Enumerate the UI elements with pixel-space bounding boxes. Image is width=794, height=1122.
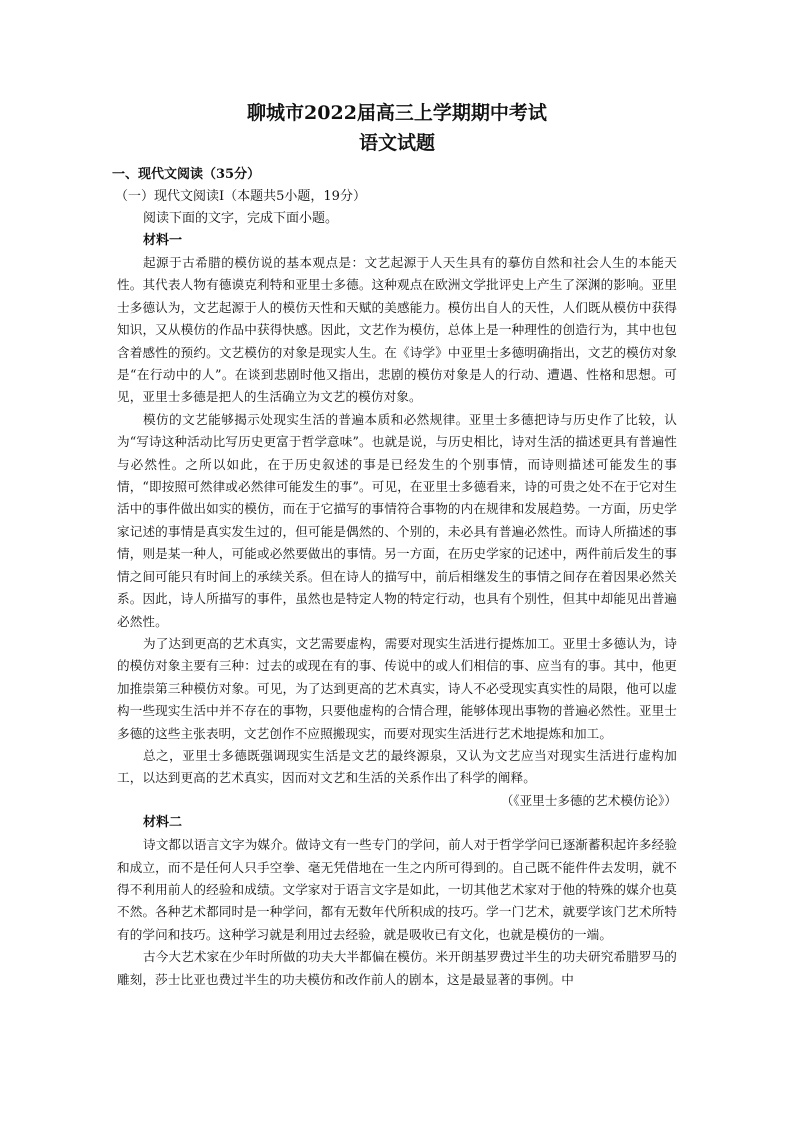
- material-one-label: 材料一: [143, 233, 183, 248]
- exam-subtitle: 语文试题: [358, 132, 435, 154]
- reading-instruction: 阅读下面的文字，完成下面小题。: [143, 211, 339, 226]
- exam-title: 聊城市2022届高三上学期期中考试: [247, 102, 547, 124]
- material-one-paragraph: 起源于古希腊的模仿说的基本观点是：文艺起源于人天生具有的摹仿自然和社会人生的本能天性。其代表人物有德谟克利特和亚里士多德。这种观点在欧洲文学批评史上产生了深渊的影响。亚里士多德认为，文艺起源于人的模仿天性和天赋的美感能力。模仿出自人的天性，人们既从模仿中获得知识，又从模仿的作品中获得快感。因此，文艺作为模仿，总体上是一种理性的创造行为，其中也包含着感性的预约。文艺模仿的对象是现实人生。在《诗学》中亚里士多德明确指出，文艺的模仿对象是“在行动中的人”。在谈到悲剧时他又指出，悲剧的模仿对象是人的行动、遭遇、性格和思想。可见，亚里士多德是把人的生活确立为文艺的模仿对象。: [117, 255, 677, 405]
- section-heading: 一、现代文阅读（35分）: [112, 167, 261, 182]
- material-one-paragraph: 总之，亚里士多德既强调现实生活是文艺的最终源泉，又认为文艺应当对现实生活进行虚构加工，以达到更高的艺术真实，因而对文艺和生活的关系作出了科学的阐释。: [117, 747, 677, 786]
- material-two-paragraph: 古今大艺术家在少年时所做的功夫大半都偏在模仿。米开朗基罗费过半生的功夫研究希腊罗马的雕刻，莎士比亚也费过半生的功夫模仿和改作前人的剧本，这是最显著的事例。中: [117, 949, 677, 987]
- material-one-source: （《亚里士多德的艺术模仿论》）: [500, 792, 677, 808]
- material-two-label: 材料二: [143, 815, 183, 831]
- exam-page: [112, 100, 677, 991]
- material-one-paragraph: 模仿的文艺能够揭示处现实生活的普遍本质和必然规律。亚里士多德把诗与历史作了比较，认为“写诗这种活动比写历史更富于哲学意味”。也就是说，与历史相比，诗对生活的描述更具有普遍性与必然性。之所以如此，在于历史叙述的事是已经发生的个别事情，而诗则描述可能发生的事情，“即按照可然律或必然律可能发生的事”。可见，在亚里士多德看来，诗的可贵之处不在于它对生活中的事件做出如实的模仿，而在于它描写的事情符合事物的内在规律和发展趋势。一方面，历史学家记述的事情是真实发生过的，但可能是偶然的、个别的，未必具有普遍必然性。而诗人所描述的事情，则是某一种人，可能或必然要做出的事情。另一方面，在历史学家的记述中，两件前后发生的事情之间可能只有时间上的承续关系。但在诗人的描写中，前后相继发生的事情之间存在着因果必然关系。因此，诗人所描写的事件，虽然也是特定人物的特定行动，也具有个别性，但其中却能见出普遍必然性。: [117, 411, 677, 629]
- material-two-paragraph: 诗文都以语言文字为媒介。做诗文有一些专门的学问，前人对于哲学学问已逐渐蓄积起许多经验和成立，而不是任何人只手空拳、毫无凭借地在一生之内所可得到的。自己既不能件件去发明，就不得不利用前人的经验和成绩。文学家对于语言文字是如此，一切其他艺术家对于他的特殊的媒介也莫不然。各种艺术都同时是一种学问，都有无数年代所积成的技巧。学一门艺术，就要学该门艺术所特有的学问和技巧。这种学习就是利用过去经验，就是吸收已有文化，也就是模仿的一端。: [117, 837, 677, 942]
- material-one-paragraph: 为了达到更高的艺术真实，文艺需要虚构，需要对现实生活进行提炼加工。亚里士多德认为，诗的模仿对象主要有三种：过去的或现在有的事、传说中的或人们相信的事、应当有的事。其中，他更加推崇第三种模仿对象。可见，为了达到更高的艺术真实，诗人不必受现实真实性的局限，他可以虚构一些现实生活中并不存在的事物，只要他虚构的合情合理，能够体现出事物的普遍必然性。亚里士多德的这些主张表明，文艺创作不应照搬现实，而要对现实生活进行艺术地提炼和加工。: [117, 635, 677, 741]
- section-subheading: （一）现代文阅读Ⅰ（本题共5小题，19分）: [115, 189, 366, 204]
